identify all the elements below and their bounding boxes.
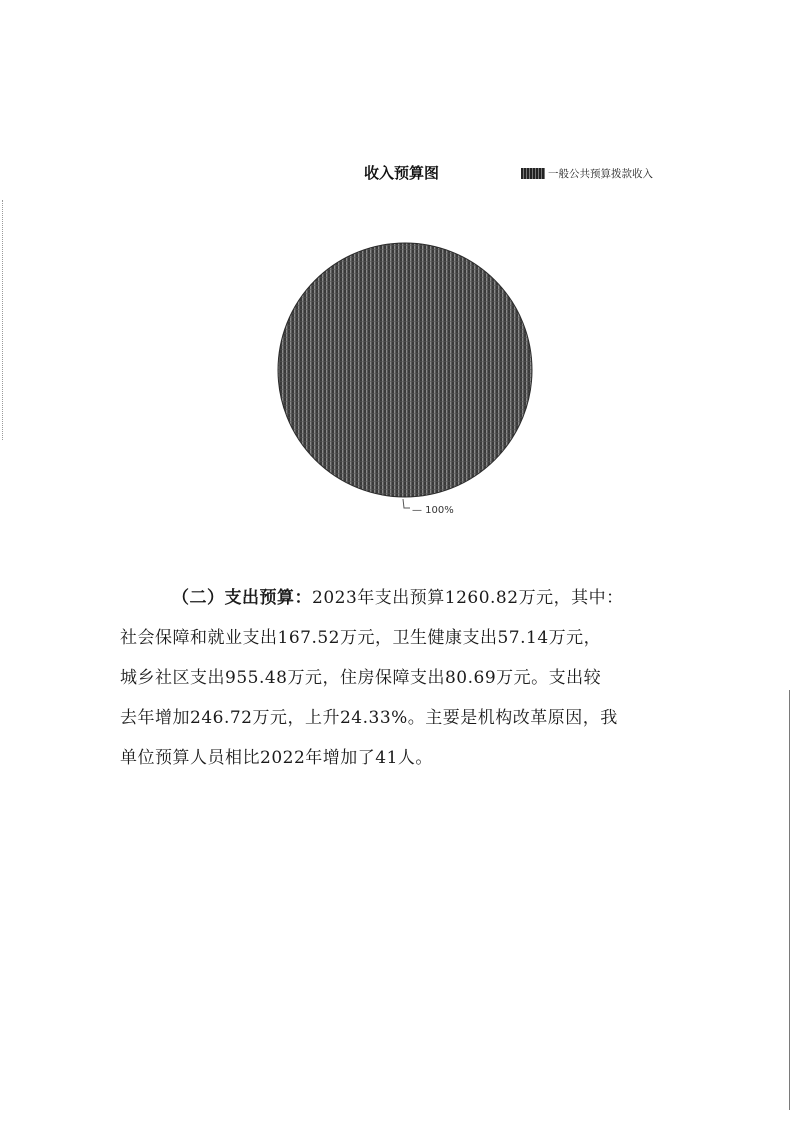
chart-title: 收入预算图 bbox=[364, 164, 440, 182]
pie-slice-0 bbox=[278, 243, 532, 497]
chart-legend bbox=[521, 166, 653, 181]
paragraph-line-4: 去年增加246.72万元，上升24.33%。主要是机构改革原因，我 bbox=[120, 708, 618, 728]
section-heading: （二）支出预算： bbox=[172, 588, 312, 608]
paragraph-line-1-text: 2023年支出预算1260.82万元，其中： bbox=[312, 588, 624, 608]
expenditure-paragraph bbox=[120, 578, 690, 778]
slice-label: — 100% bbox=[412, 505, 454, 516]
scan-edge-left bbox=[2, 200, 4, 440]
paragraph-line-2: 社会保障和就业支出167.52万元，卫生健康支出57.14万元， bbox=[120, 628, 602, 648]
pie-chart bbox=[270, 235, 550, 525]
legend-swatch bbox=[521, 168, 545, 179]
paragraph-line-1 bbox=[120, 578, 690, 618]
paragraph-line-5: 单位预算人员相比2022年增加了41人。 bbox=[120, 748, 433, 768]
scan-edge-right bbox=[789, 690, 790, 1110]
paragraph-line-3: 城乡社区支出955.48万元，住房保障支出80.69万元。支出较 bbox=[120, 668, 602, 688]
slice-leader-line bbox=[403, 499, 410, 508]
legend-label: 一般公共预算拨款收入 bbox=[548, 168, 653, 180]
pie-slices bbox=[278, 243, 532, 497]
